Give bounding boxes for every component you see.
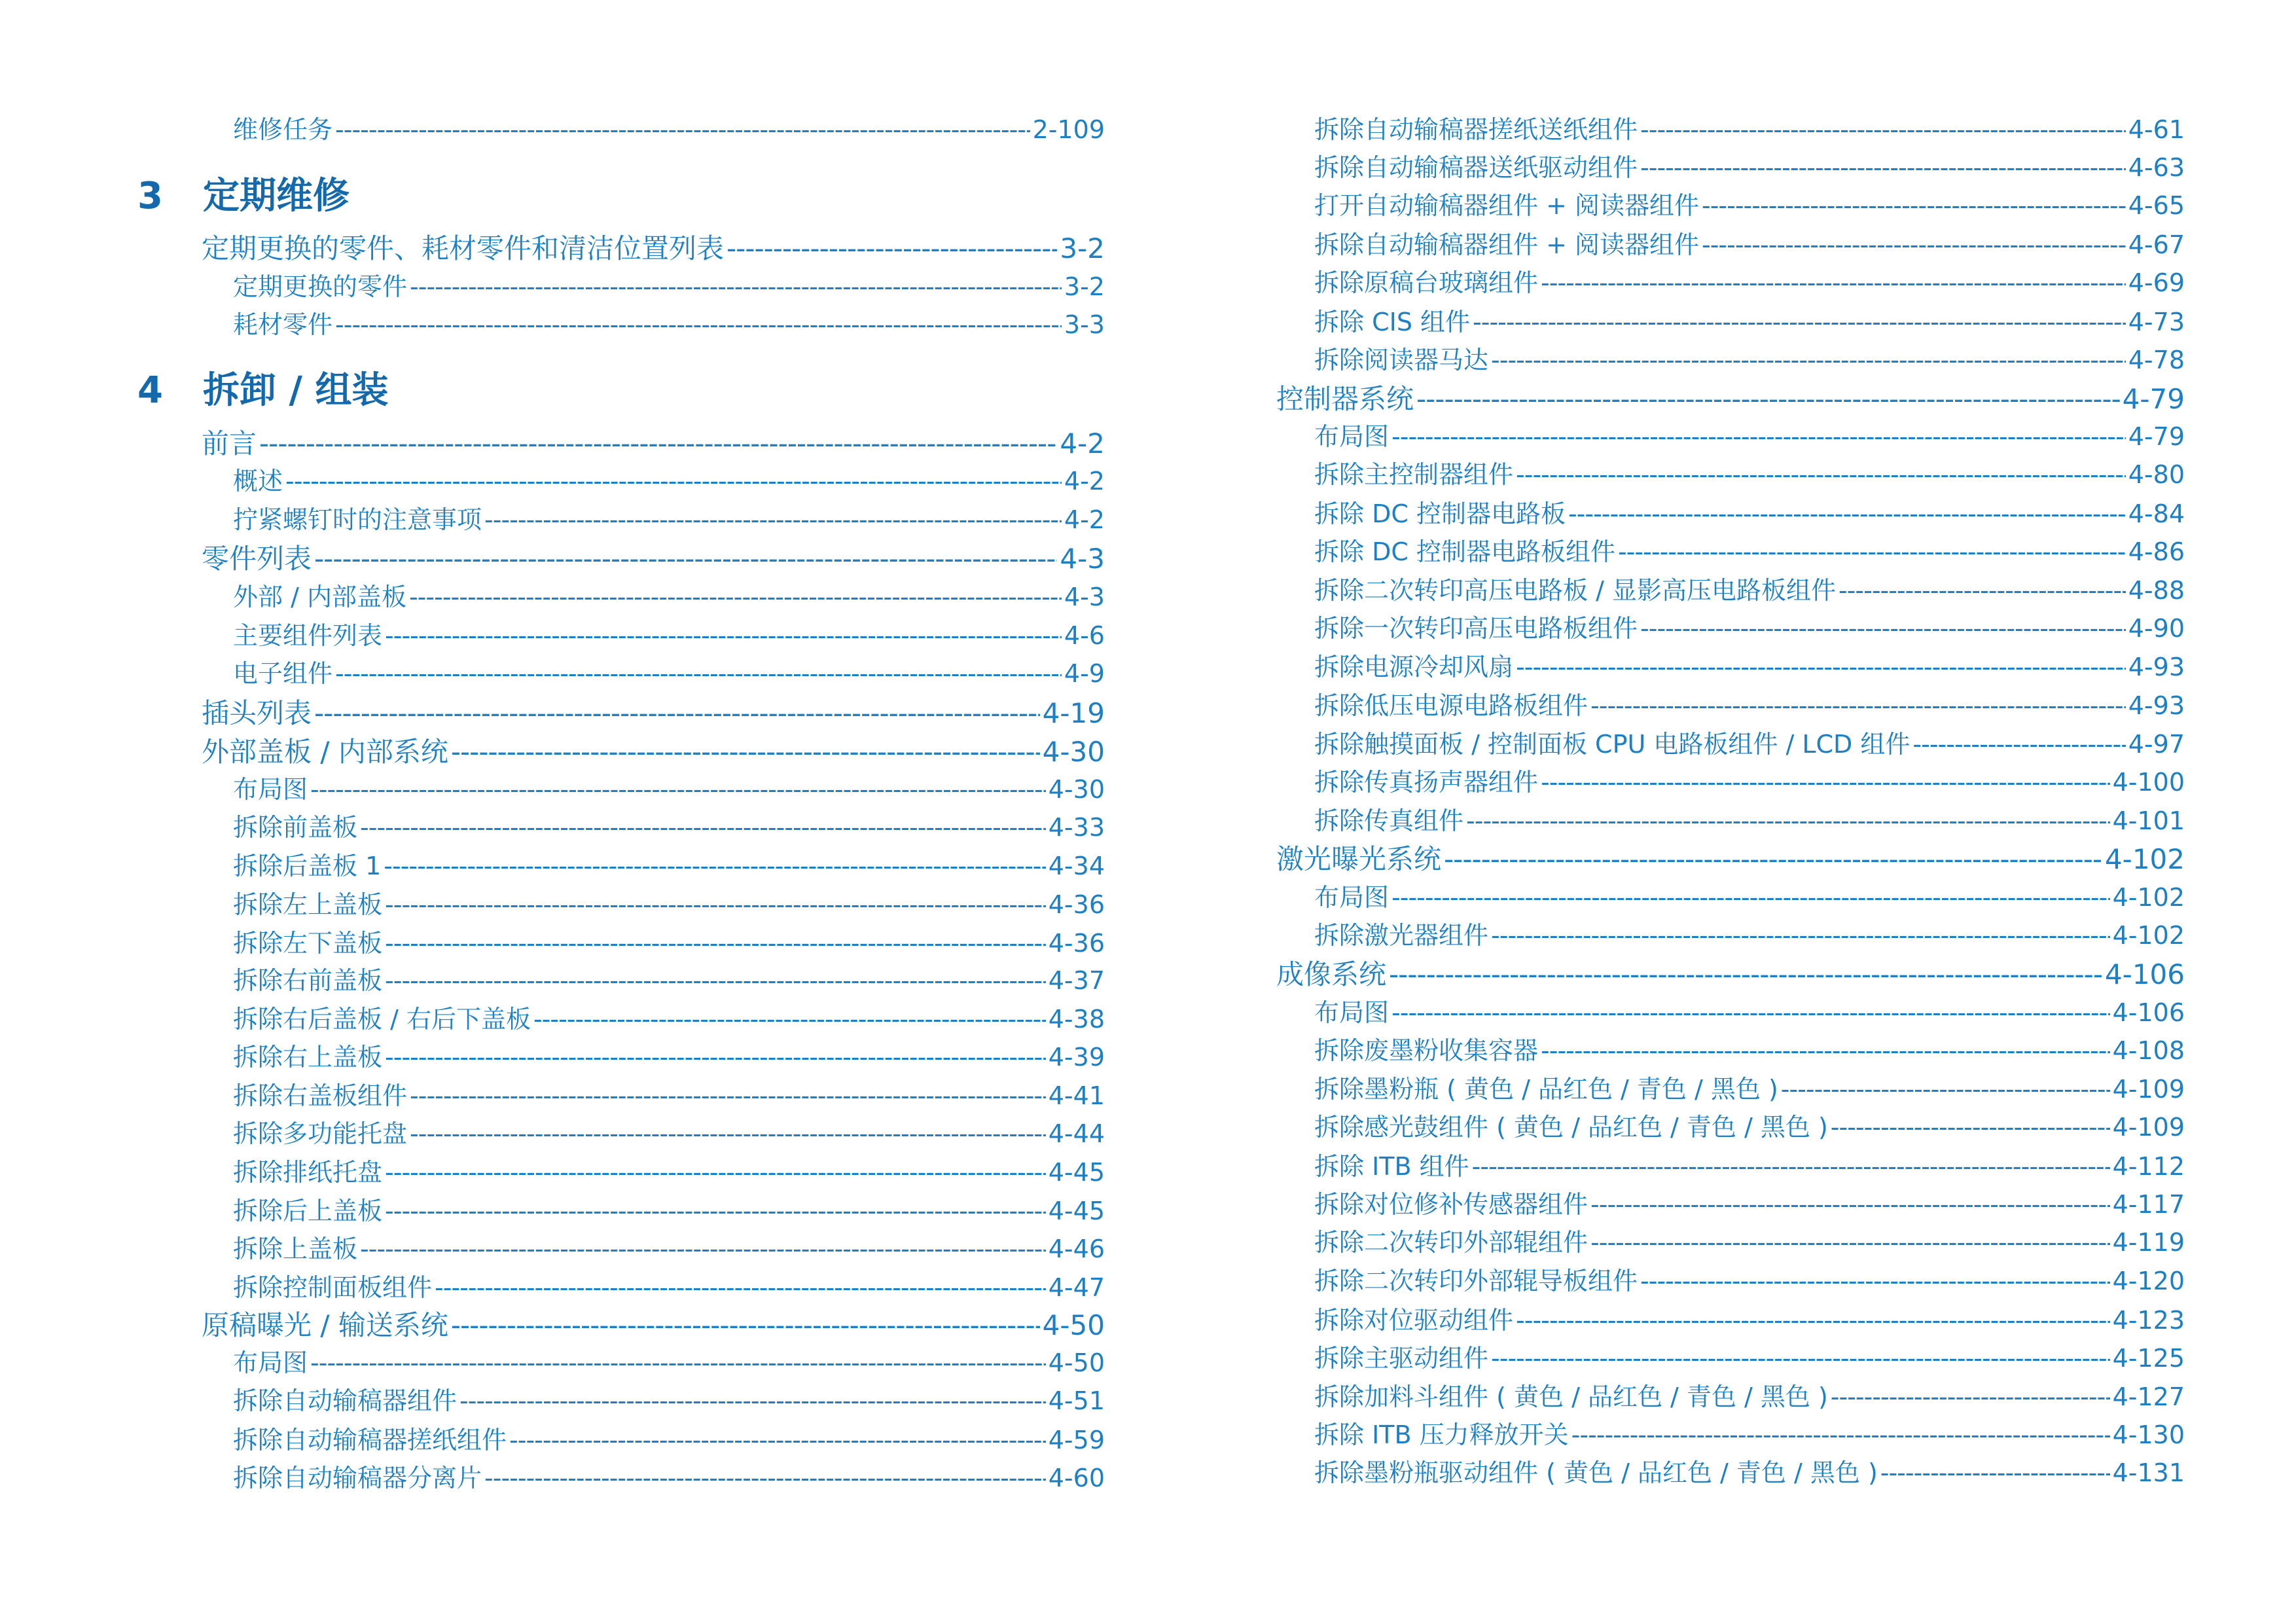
toc-page-number: 4-84: [2128, 499, 2185, 528]
toc-entry-title: 拆除前盖板: [233, 813, 358, 842]
toc-entry-title: 拆除传真组件: [1314, 806, 1464, 835]
toc-section-entry[interactable]: [1276, 844, 2185, 875]
toc-page-number: 4-2: [1060, 427, 1105, 460]
toc-page-number: 4-119: [2112, 1228, 2185, 1257]
toc-subsection-entry[interactable]: [1314, 1227, 2185, 1258]
toc-subsection-entry[interactable]: [1314, 1111, 2185, 1143]
toc-subsection-entry[interactable]: [1314, 805, 2185, 837]
toc-subsection-entry[interactable]: [1314, 152, 2185, 183]
toc-subsection-entry[interactable]: [1314, 882, 2185, 913]
toc-entry-title: 拆除自动输稿器组件 + 阅读器组件: [1314, 230, 1699, 259]
toc-entry-title: 拆除感光鼓组件 ( 黄色 / 品红色 / 青色 / 黑色 ): [1314, 1113, 1828, 1142]
toc-entry-title: 控制器系统: [1276, 383, 1414, 415]
dot-leader: [259, 428, 1057, 460]
toc-subsection-entry[interactable]: [1314, 729, 2185, 760]
toc-subsection-entry[interactable]: [1314, 690, 2185, 721]
toc-entry-title: 拆除主控制器组件: [1314, 460, 1514, 489]
dot-leader: [384, 850, 1045, 882]
toc-page-number: 4-106: [2104, 958, 2185, 990]
toc-page-number: 4-30: [1048, 775, 1105, 804]
toc-subsection-entry[interactable]: [233, 1041, 1105, 1073]
toc-entry-title: 拆除 DC 控制器电路板组件: [1314, 537, 1615, 566]
dot-leader: [385, 965, 1046, 996]
toc-page-number: 4-100: [2112, 768, 2185, 797]
toc-page-number: 4-79: [2122, 383, 2185, 415]
toc-entry-title: 拆除后盖板 1: [233, 852, 382, 880]
dot-leader: [1491, 344, 2126, 376]
dot-leader: [1831, 1111, 2110, 1143]
toc-page-number: 4-3: [1060, 543, 1105, 575]
toc-entry-title: 概述: [233, 467, 283, 496]
toc-subsection-entry[interactable]: [233, 465, 1105, 497]
toc-section-entry[interactable]: [202, 428, 1105, 460]
toc-page-number: 4-80: [2128, 460, 2185, 489]
toc-page-number: 4-61: [2128, 115, 2185, 144]
toc-section-entry[interactable]: [202, 543, 1105, 575]
toc-entry-title: 拆除墨粉瓶 ( 黄色 / 品红色 / 青色 / 黑色 ): [1314, 1075, 1778, 1104]
toc-entry-title: 拆除自动输稿器分离片: [233, 1464, 482, 1492]
toc-entry-title: 插头列表: [202, 697, 312, 729]
toc-entry-title: 拧紧螺钉时的注意事项: [233, 505, 482, 534]
dot-leader: [1702, 190, 2126, 221]
toc-page-number: 4-63: [2128, 153, 2185, 182]
toc-subsection-entry[interactable]: [233, 850, 1105, 882]
dot-leader: [1831, 1381, 2110, 1413]
toc-entry-title: 拆除后上盖板: [233, 1197, 383, 1225]
dot-leader: [1590, 690, 2126, 721]
toc-page-number: 4-2: [1064, 467, 1105, 496]
dot-leader: [385, 1157, 1046, 1188]
dot-leader: [1541, 267, 2126, 298]
dot-leader: [1491, 1343, 2110, 1374]
dot-leader: [1389, 959, 2102, 990]
toc-subsection-entry[interactable]: [1314, 229, 2185, 261]
toc-subsection-entry[interactable]: [1314, 920, 2185, 951]
toc-page-number: 4-130: [2112, 1420, 2185, 1449]
dot-leader: [1880, 1457, 2110, 1489]
toc-page-number: 4-67: [2128, 230, 2185, 259]
toc-section-entry[interactable]: [1276, 384, 2185, 415]
toc-entry-title: 拆除右前盖板: [233, 966, 383, 995]
toc-entry-title: 拆除阅读器马达: [1314, 346, 1489, 374]
toc-page-number: 4-78: [2128, 346, 2185, 374]
dot-leader: [285, 465, 1062, 497]
toc-page-number: 4-97: [2128, 730, 2185, 759]
dot-leader: [451, 1310, 1040, 1341]
toc-subsection-entry[interactable]: [233, 309, 1105, 340]
dot-leader: [360, 812, 1046, 843]
toc-page-number: 4-59: [1048, 1426, 1105, 1454]
toc-subsection-entry[interactable]: [1314, 536, 2185, 568]
dot-leader: [335, 114, 1030, 145]
dot-leader: [509, 1424, 1046, 1456]
toc-subsection-entry[interactable]: [1314, 1151, 2185, 1182]
toc-page-number: 4-90: [2128, 614, 2185, 643]
dot-leader: [1444, 844, 2102, 875]
toc-entry-title: 拆除左下盖板: [233, 929, 383, 958]
toc-page-number: 4-86: [2128, 537, 2185, 566]
dot-leader: [1912, 729, 2125, 760]
toc-subsection-entry[interactable]: [233, 812, 1105, 843]
toc-page-number: 4-73: [2128, 308, 2185, 336]
dot-leader: [533, 1003, 1046, 1035]
toc-subsection-entry[interactable]: [1314, 1074, 2185, 1105]
dot-leader: [360, 1233, 1046, 1265]
toc-entry-title: 成像系统: [1276, 958, 1387, 990]
dot-leader: [310, 774, 1046, 805]
toc-subsection-entry[interactable]: [1314, 267, 2185, 298]
toc-page-number: 4-37: [1048, 966, 1105, 995]
toc-subsection-entry[interactable]: [233, 504, 1105, 535]
toc-page-number: 4-34: [1048, 852, 1105, 880]
dot-leader: [335, 309, 1062, 340]
toc-page-number: 4-88: [2128, 576, 2185, 605]
toc-entry-title: 拆除自动输稿器送纸驱动组件: [1314, 153, 1638, 182]
toc-page-number: 4-109: [2112, 1113, 2185, 1142]
dot-leader: [1640, 1265, 2110, 1297]
dot-leader: [385, 928, 1046, 959]
dot-leader: [1618, 536, 2126, 568]
toc-entry-title: 拆除二次转印外部辊导板组件: [1314, 1267, 1638, 1295]
dot-leader: [1516, 459, 2126, 490]
toc-entry-title: 拆除加料斗组件 ( 黄色 / 品红色 / 青色 / 黑色 ): [1314, 1382, 1828, 1411]
right-page: [1148, 0, 2296, 1624]
chapter-title: 拆卸 / 组装: [203, 369, 389, 412]
dot-leader: [1781, 1074, 2110, 1105]
toc-entry-title: 零件列表: [202, 543, 312, 575]
toc-entry-title: 拆除对位修补传感器组件: [1314, 1190, 1588, 1219]
dot-leader: [1391, 997, 2110, 1028]
toc-subsection-entry[interactable]: [233, 774, 1105, 805]
toc-entry-title: 原稿曝光 / 输送系统: [202, 1309, 448, 1341]
toc-page-number: 4-44: [1048, 1119, 1105, 1148]
toc-entry-title: 拆除低压电源电路板组件: [1314, 691, 1588, 720]
dot-leader: [1491, 920, 2110, 951]
toc-page-number: 4-106: [2112, 998, 2185, 1027]
toc-page-number: 3-2: [1064, 272, 1105, 301]
dot-leader: [1391, 421, 2126, 452]
toc-page-number: 4-36: [1048, 890, 1105, 919]
dot-leader: [1541, 767, 2110, 798]
toc-page-number: 4-36: [1048, 929, 1105, 958]
chapter-title: 定期维修: [203, 175, 350, 217]
toc-subsection-entry[interactable]: [1314, 1457, 2185, 1489]
toc-page-number: 4-45: [1048, 1158, 1105, 1187]
toc-subsection-entry[interactable]: [1314, 1189, 2185, 1220]
toc-page-number: 4-102: [2112, 921, 2185, 950]
dot-leader: [385, 620, 1062, 651]
toc-entry-title: 拆除 ITB 压力释放开关: [1314, 1420, 1569, 1449]
toc-entry-title: 布局图: [233, 1348, 308, 1377]
toc-entry-title: 拆除 CIS 组件: [1314, 308, 1471, 336]
toc-entry-title: 拆除左上盖板: [233, 890, 383, 919]
toc-page-number: 4-117: [2112, 1190, 2185, 1219]
toc-subsection-entry[interactable]: [1314, 1381, 2185, 1413]
dot-leader: [385, 1195, 1046, 1227]
toc-page-number: 4-131: [2112, 1458, 2185, 1487]
toc-subsection-entry[interactable]: [1314, 498, 2185, 530]
toc-subsection-entry[interactable]: [233, 1272, 1105, 1303]
toc-page-number: 4-33: [1048, 813, 1105, 842]
toc-page-number: 4-46: [1048, 1235, 1105, 1263]
dot-leader: [1541, 1035, 2110, 1066]
dot-leader: [1640, 152, 2126, 183]
dot-leader: [335, 658, 1062, 689]
toc-entry-title: 拆除自动输稿器搓纸送纸组件: [1314, 115, 1638, 144]
toc-subsection-entry[interactable]: [1314, 1265, 2185, 1297]
toc-section-entry[interactable]: [202, 1310, 1105, 1341]
dot-leader: [1702, 229, 2126, 261]
toc-subsection-entry[interactable]: [233, 271, 1105, 302]
toc-entry-title: 拆除右后盖板 / 右后下盖板: [233, 1005, 531, 1034]
toc-subsection-entry[interactable]: [233, 1195, 1105, 1227]
toc-subsection-entry[interactable]: [1314, 190, 2185, 221]
toc-page-number: 4-102: [2104, 843, 2185, 875]
toc-subsection-entry[interactable]: [233, 581, 1105, 613]
toc-subsection-entry[interactable]: [233, 1157, 1105, 1188]
toc-entry-title: 电子组件: [233, 659, 333, 688]
toc-entry-title: 拆除多功能托盘: [233, 1119, 408, 1148]
toc-entry-title: 拆除控制面板组件: [233, 1273, 433, 1302]
toc-subsection-entry[interactable]: [233, 928, 1105, 959]
toc-page-number: 4-9: [1064, 659, 1105, 688]
dot-leader: [410, 1118, 1046, 1149]
toc-page-number: 2-109: [1032, 115, 1105, 144]
dot-leader: [1516, 651, 2126, 683]
toc-subsection-entry[interactable]: [233, 1233, 1105, 1265]
dot-leader: [1391, 882, 2110, 913]
toc-page-number: 4-3: [1064, 583, 1105, 611]
toc-page-number: 4-60: [1048, 1464, 1105, 1492]
toc-entry-title: 拆除二次转印高压电路板 / 显影高压电路板组件: [1314, 576, 1836, 605]
toc-subsection-entry[interactable]: [233, 114, 1105, 145]
toc-page-number: 4-19: [1042, 697, 1105, 729]
dot-leader: [385, 1041, 1046, 1073]
toc-subsection-entry[interactable]: [1314, 997, 2185, 1028]
toc-subsection-entry[interactable]: [233, 1347, 1105, 1379]
toc-page-number: 4-51: [1048, 1386, 1105, 1415]
dot-leader: [726, 233, 1057, 264]
dot-leader: [314, 698, 1040, 729]
dot-leader: [451, 736, 1040, 768]
toc-page-number: 4-38: [1048, 1005, 1105, 1034]
chapter-heading: [137, 368, 388, 414]
toc-subsection-entry[interactable]: [1314, 1305, 2185, 1336]
dot-leader: [410, 271, 1062, 302]
toc-page-number: 4-45: [1048, 1197, 1105, 1225]
toc-entry-title: 拆除二次转印外部辊组件: [1314, 1228, 1588, 1257]
dot-leader: [1590, 1227, 2110, 1258]
dot-leader: [1571, 1419, 2110, 1451]
dot-leader: [459, 1385, 1046, 1416]
toc-entry-title: 拆除自动输稿器组件: [233, 1386, 457, 1415]
toc-page-number: 4-102: [2112, 883, 2185, 912]
toc-section-entry[interactable]: [202, 233, 1105, 264]
toc-subsection-entry[interactable]: [233, 1462, 1105, 1494]
toc-entry-title: 拆除上盖板: [233, 1235, 358, 1263]
dot-leader: [1516, 1305, 2110, 1336]
dot-leader: [1640, 114, 2126, 145]
toc-subsection-entry[interactable]: [233, 1385, 1105, 1416]
dot-leader: [1568, 498, 2126, 530]
toc-subsection-entry[interactable]: [1314, 1035, 2185, 1066]
toc-subsection-entry[interactable]: [1314, 651, 2185, 683]
toc-page-number: 4-93: [2128, 653, 2185, 681]
toc-page-number: 3-3: [1064, 310, 1105, 339]
dot-leader: [1590, 1189, 2110, 1220]
toc-page-number: 4-6: [1064, 621, 1105, 650]
toc-subsection-entry[interactable]: [1314, 114, 2185, 145]
toc-entry-title: 拆除原稿台玻璃组件: [1314, 268, 1539, 297]
dot-leader: [1416, 384, 2120, 415]
toc-entry-title: 拆除废墨粉收集容器: [1314, 1036, 1539, 1065]
dot-leader: [1839, 575, 2126, 606]
dot-leader: [385, 889, 1046, 920]
toc-page-number: 4-127: [2112, 1382, 2185, 1411]
toc-subsection-entry[interactable]: [233, 1003, 1105, 1035]
toc-page-number: 4-93: [2128, 691, 2185, 720]
dot-leader: [1473, 306, 2126, 338]
toc-entry-title: 主要组件列表: [233, 621, 383, 650]
toc-page-number: 4-65: [2128, 191, 2185, 220]
toc-entry-title: 外部盖板 / 内部系统: [202, 736, 448, 768]
toc-page-number: 4-47: [1048, 1273, 1105, 1302]
toc-entry-title: 拆除一次转印高压电路板组件: [1314, 614, 1638, 643]
toc-entry-title: 拆除主驱动组件: [1314, 1344, 1489, 1373]
toc-section-entry[interactable]: [1276, 959, 2185, 990]
dot-leader: [1472, 1151, 2110, 1182]
toc-entry-title: 耗材零件: [233, 310, 333, 339]
toc-subsection-entry[interactable]: [233, 1118, 1105, 1149]
toc-page-number: 4-123: [2112, 1306, 2185, 1335]
toc-subsection-entry[interactable]: [1314, 575, 2185, 606]
toc-subsection-entry[interactable]: [233, 889, 1105, 920]
toc-entry-title: 拆除传真扬声器组件: [1314, 768, 1539, 797]
toc-page-number: 3-2: [1060, 232, 1105, 264]
chapter-number: 4: [137, 369, 163, 412]
toc-entry-title: 布局图: [1314, 883, 1390, 912]
dot-leader: [484, 1462, 1046, 1494]
dot-leader: [314, 543, 1057, 575]
chapter-number: 3: [137, 175, 163, 217]
toc-entry-title: 定期更换的零件、耗材零件和清洁位置列表: [202, 232, 725, 264]
toc-entry-title: 拆除 DC 控制器电路板: [1314, 499, 1566, 528]
toc-entry-title: 布局图: [1314, 998, 1390, 1027]
toc-entry-title: 拆除激光器组件: [1314, 921, 1489, 950]
toc-entry-title: 布局图: [233, 775, 308, 804]
toc-page-number: 4-50: [1048, 1348, 1105, 1377]
chapter-heading: [137, 173, 350, 219]
toc-page-number: 4-108: [2112, 1036, 2185, 1065]
toc-page-number: 4-41: [1048, 1081, 1105, 1110]
toc-page-number: 4-69: [2128, 268, 2185, 297]
toc-subsection-entry[interactable]: [233, 1424, 1105, 1456]
toc-subsection-entry[interactable]: [233, 658, 1105, 689]
dot-leader: [310, 1347, 1046, 1379]
toc-page-number: 4-39: [1048, 1043, 1105, 1072]
toc-entry-title: 布局图: [1314, 422, 1390, 451]
toc-entry-title: 拆除对位驱动组件: [1314, 1306, 1514, 1335]
toc-entry-title: 打开自动输稿器组件 + 阅读器组件: [1314, 191, 1699, 220]
toc-subsection-entry[interactable]: [1314, 613, 2185, 644]
toc-page-number: 4-120: [2112, 1267, 2185, 1295]
toc-entry-title: 前言: [202, 427, 257, 460]
toc-entry-title: 拆除墨粉瓶驱动组件 ( 黄色 / 品红色 / 青色 / 黑色 ): [1314, 1458, 1878, 1487]
dot-leader: [409, 581, 1062, 613]
toc-entry-title: 激光曝光系统: [1276, 843, 1442, 875]
dot-leader: [435, 1272, 1046, 1303]
toc-entry-title: 拆除自动输稿器搓纸组件: [233, 1426, 507, 1454]
toc-subsection-entry[interactable]: [1314, 767, 2185, 798]
dot-leader: [410, 1080, 1046, 1111]
toc-subsection-entry[interactable]: [1314, 1343, 2185, 1374]
toc-subsection-entry[interactable]: [233, 620, 1105, 651]
toc-subsection-entry[interactable]: [1314, 344, 2185, 376]
toc-subsection-entry[interactable]: [233, 1080, 1105, 1111]
toc-entry-title: 拆除 ITB 组件: [1314, 1152, 1469, 1181]
toc-page-number: 4-109: [2112, 1075, 2185, 1104]
dot-leader: [1640, 613, 2126, 644]
toc-page-number: 4-79: [2128, 422, 2185, 451]
toc-entry-title: 外部 / 内部盖板: [233, 583, 406, 611]
toc-page-number: 4-50: [1042, 1309, 1105, 1341]
toc-page-number: 4-30: [1042, 736, 1105, 768]
toc-entry-title: 拆除右盖板组件: [233, 1081, 408, 1110]
toc-entry-title: 维修任务: [233, 115, 333, 144]
toc-page-number: 4-101: [2112, 806, 2185, 835]
toc-page-number: 4-125: [2112, 1344, 2185, 1373]
toc-section-entry[interactable]: [202, 736, 1105, 768]
toc-subsection-entry[interactable]: [1314, 421, 2185, 452]
toc-subsection-entry[interactable]: [233, 965, 1105, 996]
toc-entry-title: 拆除排纸托盘: [233, 1158, 383, 1187]
toc-section-entry[interactable]: [202, 698, 1105, 729]
dot-leader: [1466, 805, 2110, 837]
toc-entry-title: 拆除电源冷却风扇: [1314, 653, 1514, 681]
dot-leader: [484, 504, 1062, 535]
toc-page-number: 4-2: [1064, 505, 1105, 534]
toc-subsection-entry[interactable]: [1314, 459, 2185, 490]
toc-subsection-entry[interactable]: [1314, 306, 2185, 338]
toc-entry-title: 拆除右上盖板: [233, 1043, 383, 1072]
toc-subsection-entry[interactable]: [1314, 1419, 2185, 1451]
toc-entry-title: 拆除触摸面板 / 控制面板 CPU 电路板组件 / LCD 组件: [1314, 730, 1910, 759]
toc-entry-title: 定期更换的零件: [233, 272, 408, 301]
toc-page-number: 4-112: [2112, 1152, 2185, 1181]
